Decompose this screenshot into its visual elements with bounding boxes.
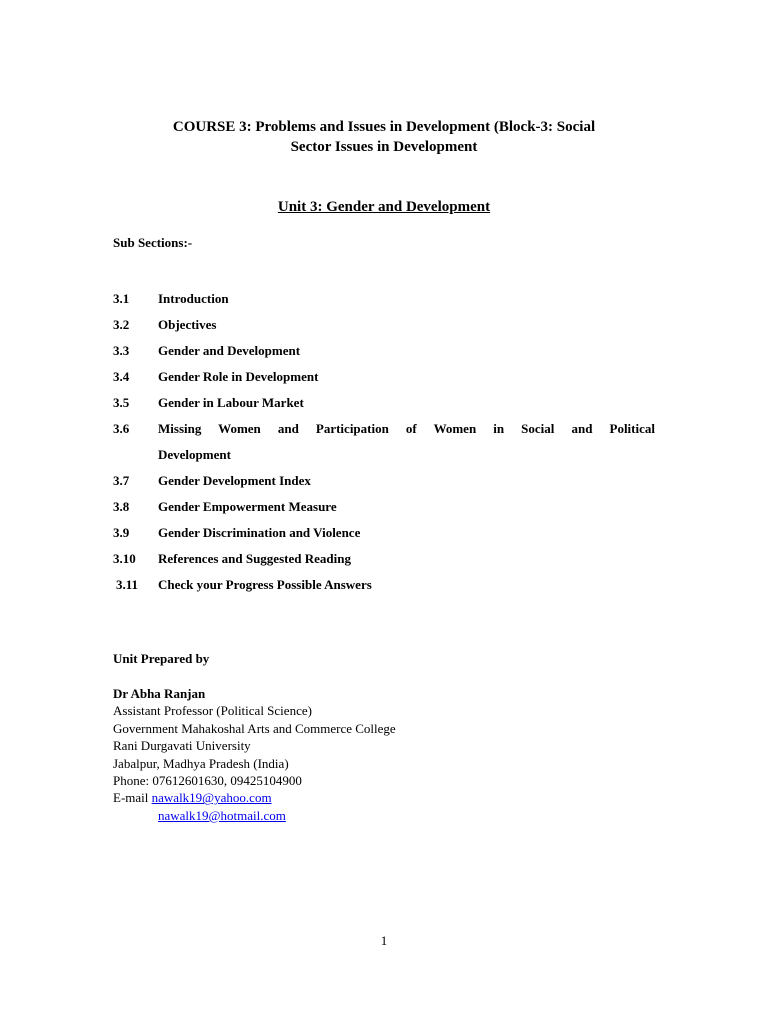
toc-number: 3.10	[113, 551, 136, 566]
toc-item	[113, 286, 655, 312]
unit-title: Unit 3: Gender and Development	[277, 199, 491, 215]
toc-number: 3.1	[113, 291, 130, 306]
author-phone: Phone: 07612601630, 09425104900	[113, 773, 302, 789]
toc-item	[113, 338, 655, 364]
toc-item	[113, 390, 655, 416]
toc-label: Development	[158, 447, 231, 462]
toc-item	[113, 468, 655, 494]
toc-number: 3.2	[113, 317, 130, 332]
author-location: Jabalpur, Madhya Pradesh (India)	[113, 755, 289, 771]
toc-item	[113, 312, 655, 338]
toc-label: Introduction	[158, 291, 229, 306]
toc-label: Gender and Development	[158, 343, 301, 358]
toc-number: 3.7	[113, 473, 130, 488]
toc-item-continuation	[113, 442, 655, 468]
toc-item	[113, 572, 655, 598]
author-name: Dr Abha Ranjan	[113, 686, 206, 701]
toc-label: Missing Women and Participation of Women in Social and Political	[158, 421, 655, 436]
table-of-contents	[113, 286, 655, 598]
toc-label: Check your Progress Possible Answers	[158, 577, 372, 592]
toc-number: 3.4	[113, 369, 130, 384]
toc-number: 3.8	[113, 499, 130, 514]
author-college: Government Mahakoshal Arts and Commerce College	[113, 720, 396, 736]
email-link-hotmail[interactable]: nawalk19@hotmail.com	[158, 807, 286, 823]
toc-item	[113, 364, 655, 390]
toc-label: Gender Development Index	[158, 473, 311, 488]
author-block	[113, 685, 396, 824]
toc-label: Gender Role in Development	[158, 369, 319, 384]
sub-sections-label: Sub Sections:-	[113, 235, 193, 250]
email-label: E-mail	[113, 790, 149, 806]
author-designation: Assistant Professor (Political Science)	[113, 703, 312, 719]
toc-number: 3.5	[113, 395, 130, 410]
toc-number: 3.11	[116, 577, 139, 592]
course-title	[113, 117, 655, 157]
toc-number: 3.3	[113, 343, 130, 358]
toc-item	[113, 520, 655, 546]
toc-label: Gender in Labour Market	[158, 395, 304, 410]
toc-item	[113, 416, 655, 442]
toc-label: Gender Discrimination and Violence	[158, 525, 361, 540]
unit-prepared-by-label: Unit Prepared by	[113, 651, 210, 666]
toc-item	[113, 546, 655, 572]
toc-label: Objectives	[158, 317, 217, 332]
page-number: 1	[380, 933, 388, 948]
toc-label: Gender Empowerment Measure	[158, 499, 337, 514]
author-email-line	[113, 789, 396, 806]
toc-number: 3.9	[113, 525, 130, 540]
course-title-line-1: COURSE 3: Problems and Issues in Development (Block-3: Social	[172, 119, 596, 135]
toc-item	[113, 494, 655, 520]
email-link-yahoo[interactable]: nawalk19@yahoo.com	[151, 790, 272, 806]
author-email-line-2	[113, 807, 396, 824]
toc-label: References and Suggested Reading	[158, 551, 351, 566]
toc-number: 3.6	[113, 421, 130, 436]
author-university: Rani Durgavati University	[113, 738, 251, 754]
course-title-line-2: Sector Issues in Development	[290, 139, 478, 155]
